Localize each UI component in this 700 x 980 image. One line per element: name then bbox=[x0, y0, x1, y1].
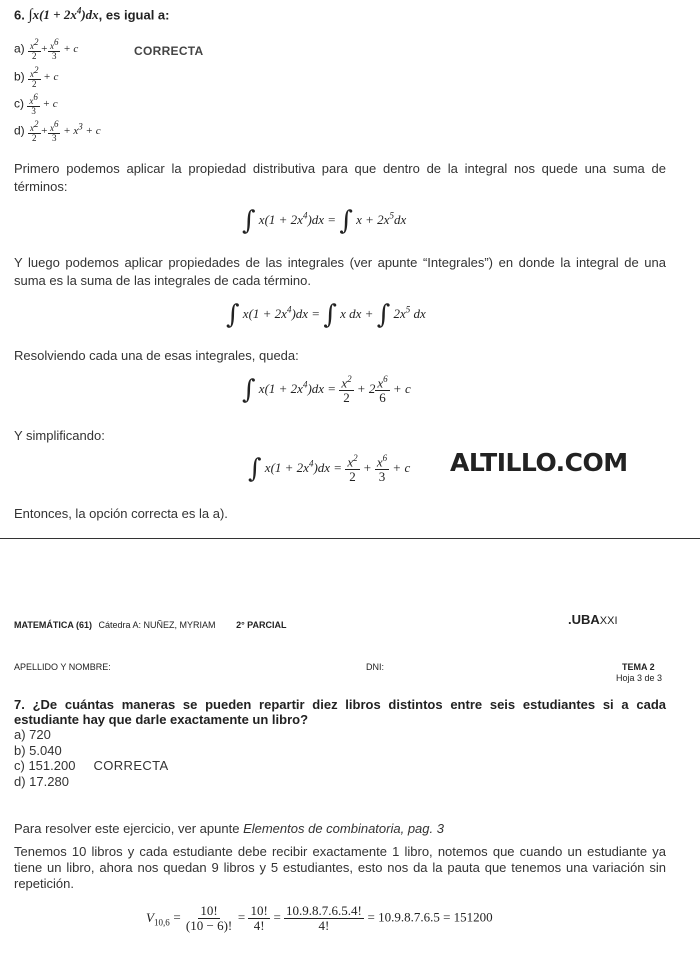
q6-correct-label: CORRECTA bbox=[134, 44, 204, 58]
q7-option-b: b) 5.040 bbox=[14, 742, 62, 758]
tema-label: TEMA 2 bbox=[622, 662, 655, 672]
q7-options bbox=[14, 727, 169, 789]
q7-option-d: d) 17.280 bbox=[14, 773, 69, 789]
q6-paragraph-3: Resolviendo cada una de esas integrales, queda: bbox=[14, 348, 299, 363]
q7-option-a: a) 720 bbox=[14, 727, 51, 742]
q7-question: 7. ¿De cuántas maneras se pueden repartir diez libros distintos entre seis estudiantes si a cada estudiante hay que darle exactamente un libro? bbox=[14, 697, 666, 727]
q6-paragraph-5: Entonces, la opción correcta es la a). bbox=[14, 506, 228, 521]
q6-paragraph-1: Primero podemos aplicar la propiedad distributiva para que dentro de la integral nos quede una suma de términos: bbox=[14, 161, 666, 194]
q7-formula: $V_{10,6}$ = $\frac{10!}{(10 - 6)!}$ = $\frac{10!}{4!}$ = $\frac{10.9.8.7.6.5.4!}{4!}$ = 10.9.8.7.6.5 = 151200 bbox=[146, 903, 493, 933]
q6-paragraph-2: Y luego podemos aplicar propiedades de las integrales (ver apunte “Integrales”) en donde la integral de una suma es la suma de las integrales de cada término. bbox=[14, 255, 666, 288]
q6-equation-4: ∫ $x(1 + 2x^4)dx$ = $\frac{x^2}{2}$ + $\frac{x^6}{3}$ + c bbox=[248, 453, 411, 484]
q6-paragraph-4: Y simplificando: bbox=[14, 428, 105, 443]
name-label: APELLIDO Y NOMBRE: bbox=[14, 662, 111, 672]
q7-reference-title: Elementos de combinatoria, pag. 3 bbox=[243, 821, 444, 836]
q7-reference: Para resolver este ejercicio, ver apunte Elementos de combinatoria, pag. 3 bbox=[14, 821, 444, 836]
q6-option-c: c) $\frac{x^6}{3}$ + c bbox=[14, 92, 58, 117]
q6-option-d: d) $\frac{x^2}{2}$ + $\frac{x^6}{3}$ + $x^3 + c$ bbox=[14, 119, 101, 144]
uba-logo: .UBAXXI bbox=[568, 612, 618, 627]
exam-label: 2° PARCIAL bbox=[236, 620, 287, 630]
q6-option-a: a) $\frac{x^2}{2}$ + $\frac{x^6}{3}$ + c bbox=[14, 37, 79, 62]
q7-option-c: c) 151.200 CORRECTA bbox=[14, 758, 169, 773]
q6-equation-1: ∫ $x(1 + 2x^4)dx$ = ∫ $x + 2x^5dx$ bbox=[242, 206, 407, 236]
q6-equation-3: ∫ $x(1 + 2x^4)dx$ = $\frac{x^2}{2}$ + 2 $\frac{x^6}{6}$ + c bbox=[242, 374, 411, 405]
page-divider bbox=[0, 538, 700, 539]
q7-explanation: Tenemos 10 libros y cada estudiante debe recibir exactamente 1 libro, notemos que cuando un estudiante ya tiene un libro, ahora nos quedan 9 libros y 5 estudiantes, esto nos da la pauta que tenemos una variación sin repetición. bbox=[14, 844, 666, 891]
chair-label: Cátedra A: NUÑEZ, MYRIAM bbox=[98, 620, 216, 630]
q6-title: 6. $\int x(1 + 2x^4)dx$, es igual a: bbox=[14, 6, 170, 24]
q6-equation-2: ∫ $x(1 + 2x^4)dx$ = ∫ x dx + ∫ $2x^5$ dx bbox=[226, 300, 426, 330]
sheet-label: Hoja 3 de 3 bbox=[616, 673, 663, 683]
dni-label: DNI: bbox=[366, 662, 384, 672]
q7-correct-label: CORRECTA bbox=[93, 758, 169, 773]
course-header: MATEMÁTICA (61) Cátedra A: NUÑEZ, MYRIAM 2° PARCIAL bbox=[14, 620, 287, 630]
watermark-logo: ALTILLO.COM bbox=[450, 448, 628, 477]
q6-option-b: b) $\frac{x^2}{2}$ + c bbox=[14, 65, 59, 90]
